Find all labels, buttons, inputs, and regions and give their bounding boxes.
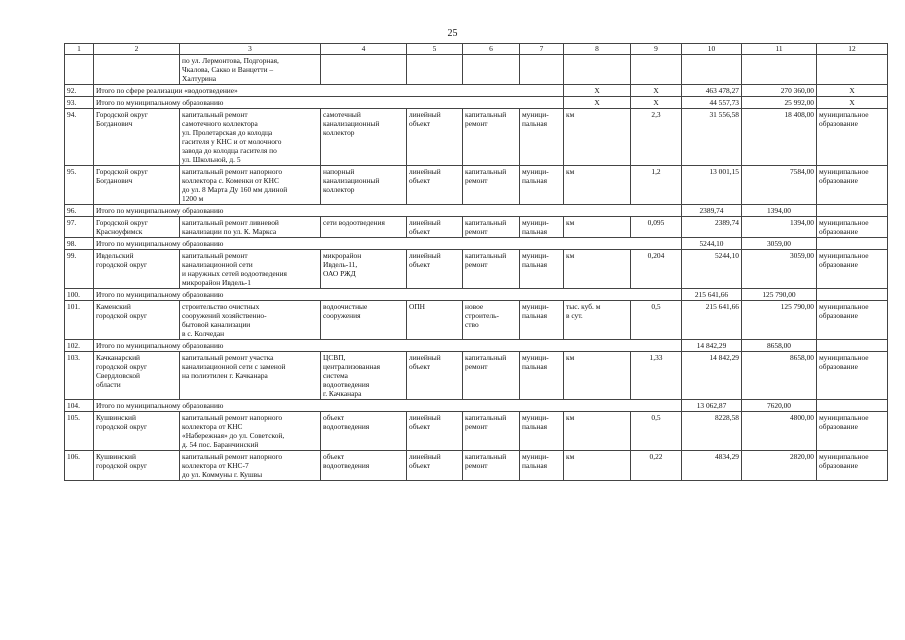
header-cell: 3: [180, 44, 321, 55]
total-label: Итого по муниципальному образованию: [94, 238, 682, 250]
municipality-name: Городской округ Богданович: [94, 109, 180, 166]
header-cell: 6: [463, 44, 520, 55]
subsidy-amount: 25 992,00: [742, 97, 817, 109]
ownership: муници- пальная: [520, 166, 564, 205]
row-number: 97.: [65, 217, 94, 238]
total-cost: 215 641,66: [682, 301, 742, 340]
table-cell: Х: [817, 85, 888, 97]
capacity-value: 0,22: [631, 451, 682, 481]
total-cost: 8228,58: [682, 412, 742, 451]
unit: км: [564, 352, 631, 400]
table-cell: Х: [564, 85, 631, 97]
capacity-value: 1,33: [631, 352, 682, 400]
object-type: линейный объект: [407, 109, 463, 166]
total-cost: 2389,74: [682, 217, 742, 238]
unit: км: [564, 451, 631, 481]
work-description: капитальный ремонт напорного коллектора с. Коменки от КНС до ул. 8 Марта Ду 160 мм длиной 1200 м: [180, 166, 321, 205]
municipality-name: Каменский городской округ: [94, 301, 180, 340]
total-cost: 463 478,27: [682, 85, 742, 97]
ownership: муници- пальная: [520, 217, 564, 238]
unit: км: [564, 109, 631, 166]
total-cost: 44 557,73: [682, 97, 742, 109]
recipient: муниципальное образование: [817, 109, 888, 166]
recipient: муниципальное образование: [817, 301, 888, 340]
header-cell: 11: [742, 44, 817, 55]
work-description: капитальный ремонт напорного коллектора от КНС «Набережная» до ул. Советской, д. 54 пос. Баранчинский: [180, 412, 321, 451]
unit: км: [564, 250, 631, 289]
ownership: муници- пальная: [520, 451, 564, 481]
table-row: [65, 97, 888, 109]
total-label: Итого по сфере реализации «водоотведение»: [94, 85, 564, 97]
table-row: [65, 340, 888, 352]
row-number: 93.: [65, 97, 94, 109]
municipality-name: Городской округ Богданович: [94, 166, 180, 205]
object-name: напорный канализационный коллектор: [321, 166, 407, 205]
recipient: муниципальное образование: [817, 250, 888, 289]
work-type: капитальный ремонт: [463, 250, 520, 289]
row-number: 106.: [65, 451, 94, 481]
object-type: линейный объект: [407, 412, 463, 451]
municipality-name: Ивдельский городской округ: [94, 250, 180, 289]
object-name: ЦСВП, централизованная система водоотведения г. Качканара: [321, 352, 407, 400]
municipality-name: Кушвинский городской округ: [94, 412, 180, 451]
capacity-value: 0,204: [631, 250, 682, 289]
header-cell: 8: [564, 44, 631, 55]
table-cell: Х: [631, 85, 682, 97]
object-name: объект водоотведения: [321, 412, 407, 451]
subsidy-amount: 8658,00: [742, 340, 817, 352]
total-label: Итого по муниципальному образованию: [94, 289, 682, 301]
work-type: капитальный ремонт: [463, 352, 520, 400]
table-row: [65, 217, 888, 238]
capacity-value: 1,2: [631, 166, 682, 205]
recipient: муниципальное образование: [817, 352, 888, 400]
subsidy-amount: 7620,00: [742, 400, 817, 412]
subsidy-amount: 3059,00: [742, 238, 817, 250]
table-row: [65, 109, 888, 166]
header-cell: 9: [631, 44, 682, 55]
table-cell: [817, 205, 888, 217]
table-row: [65, 400, 888, 412]
row-number: 104.: [65, 400, 94, 412]
ownership: муници- пальная: [520, 412, 564, 451]
row-number: 98.: [65, 238, 94, 250]
capacity-value: 0,5: [631, 301, 682, 340]
recipient: муниципальное образование: [817, 451, 888, 481]
header-cell: 10: [682, 44, 742, 55]
row-number: 101.: [65, 301, 94, 340]
unit: тыс. куб. м в сут.: [564, 301, 631, 340]
page-number: 25: [447, 28, 458, 39]
work-description: капитальный ремонт самотечного коллектора ул. Пролетарская до колодца гасителя у КНС и от молочного завода до колодца гасителя по ул. Школьной, д. 5: [180, 109, 321, 166]
table-cell: [631, 55, 682, 85]
object-name: микрорайон Ивдель-11, ОАО РЖД: [321, 250, 407, 289]
table-cell: Х: [817, 97, 888, 109]
data-table: [64, 43, 888, 481]
work-type: капитальный ремонт: [463, 217, 520, 238]
work-description: капитальный ремонт ливневой канализации по ул. К. Маркса: [180, 217, 321, 238]
capacity-value: 2,3: [631, 109, 682, 166]
table-cell: [742, 55, 817, 85]
table-cell: Х: [564, 97, 631, 109]
header-cell: 7: [520, 44, 564, 55]
ownership: муници- пальная: [520, 301, 564, 340]
ownership: муници- пальная: [520, 109, 564, 166]
total-label: Итого по муниципальному образованию: [94, 97, 564, 109]
capacity-value: 0,5: [631, 412, 682, 451]
total-cost: 14 842,29: [682, 340, 742, 352]
table-row: [65, 238, 888, 250]
table-cell: [463, 55, 520, 85]
work-description: по ул. Лермонтова, Подгорная, Чкалова, Сакко и Ванцетти – Халтурина: [180, 55, 321, 85]
total-label: Итого по муниципальному образованию: [94, 340, 682, 352]
header-cell: 1: [65, 44, 94, 55]
municipality-name: Качканарский городской округ Свердловской области: [94, 352, 180, 400]
recipient: муниципальное образование: [817, 166, 888, 205]
subsidy-amount: 18 408,00: [742, 109, 817, 166]
capacity-value: 0,095: [631, 217, 682, 238]
work-type: капитальный ремонт: [463, 109, 520, 166]
total-cost: 13 062,87: [682, 400, 742, 412]
subsidy-amount: 8658,00: [742, 352, 817, 400]
ownership: муници- пальная: [520, 352, 564, 400]
object-type: линейный объект: [407, 352, 463, 400]
recipient: муниципальное образование: [817, 217, 888, 238]
table-cell: [520, 55, 564, 85]
table-row: [65, 55, 888, 85]
subsidy-amount: 125 790,00: [742, 301, 817, 340]
subsidy-amount: 1394,00: [742, 205, 817, 217]
work-description: капитальный ремонт напорного коллектора от КНС-7 до ул. Коммуны г. Кушвы: [180, 451, 321, 481]
work-type: новое строитель- ство: [463, 301, 520, 340]
table-row: [65, 301, 888, 340]
ownership: муници- пальная: [520, 250, 564, 289]
subsidy-amount: 3059,00: [742, 250, 817, 289]
object-type: линейный объект: [407, 217, 463, 238]
subsidy-amount: 125 790,00: [742, 289, 817, 301]
table-row: [65, 451, 888, 481]
table-row: [65, 289, 888, 301]
table-cell: [321, 55, 407, 85]
work-description: капитальный ремонт участка канализационной сети с заменой на полиэтилен г. Качканара: [180, 352, 321, 400]
table-cell: [817, 340, 888, 352]
municipality-name: Кушвинский городской округ: [94, 451, 180, 481]
table-row: [65, 412, 888, 451]
table-row: [65, 205, 888, 217]
total-cost: 4834,29: [682, 451, 742, 481]
header-row: [65, 44, 888, 55]
total-cost: 2389,74: [682, 205, 742, 217]
object-name: самотечный канализационный коллектор: [321, 109, 407, 166]
table-cell: [65, 55, 94, 85]
header-cell: 2: [94, 44, 180, 55]
unit: км: [564, 412, 631, 451]
total-cost: 5244,10: [682, 238, 742, 250]
municipality-name: Городской округ Красноуфимск: [94, 217, 180, 238]
table-cell: [817, 400, 888, 412]
total-label: Итого по муниципальному образованию: [94, 400, 682, 412]
header-cell: 12: [817, 44, 888, 55]
table-row: [65, 166, 888, 205]
table-cell: [817, 289, 888, 301]
total-cost: 31 556,58: [682, 109, 742, 166]
row-number: 100.: [65, 289, 94, 301]
work-description: капитальный ремонт канализационной сети и наружных сетей водоотведения микрорайон Ивдель-1: [180, 250, 321, 289]
header-cell: 4: [321, 44, 407, 55]
table-cell: [817, 238, 888, 250]
object-type: линейный объект: [407, 451, 463, 481]
unit: км: [564, 217, 631, 238]
row-number: 99.: [65, 250, 94, 289]
object-type: линейный объект: [407, 250, 463, 289]
work-type: капитальный ремонт: [463, 166, 520, 205]
total-cost: 215 641,66: [682, 289, 742, 301]
table-cell: [564, 55, 631, 85]
recipient: муниципальное образование: [817, 412, 888, 451]
table-cell: Х: [631, 97, 682, 109]
object-name: сети водоотведения: [321, 217, 407, 238]
total-label: Итого по муниципальному образованию: [94, 205, 682, 217]
object-name: объект водоотведения: [321, 451, 407, 481]
row-number: 105.: [65, 412, 94, 451]
row-number: 96.: [65, 205, 94, 217]
subsidy-amount: 1394,00: [742, 217, 817, 238]
row-number: 102.: [65, 340, 94, 352]
object-type: линейный объект: [407, 166, 463, 205]
table-row: [65, 250, 888, 289]
row-number: 103.: [65, 352, 94, 400]
table-row: [65, 85, 888, 97]
table-cell: [407, 55, 463, 85]
unit: км: [564, 166, 631, 205]
object-type: ОПН: [407, 301, 463, 340]
work-type: капитальный ремонт: [463, 412, 520, 451]
table-cell: [817, 55, 888, 85]
total-cost: 5244,10: [682, 250, 742, 289]
total-cost: 13 001,15: [682, 166, 742, 205]
row-number: 94.: [65, 109, 94, 166]
subsidy-amount: 2820,00: [742, 451, 817, 481]
work-description: строительство очистных сооружений хозяйственно- бытовой канализации в с. Колчедан: [180, 301, 321, 340]
table-cell: [682, 55, 742, 85]
table-row: [65, 352, 888, 400]
subsidy-amount: 270 360,00: [742, 85, 817, 97]
subsidy-amount: 4800,00: [742, 412, 817, 451]
header-cell: 5: [407, 44, 463, 55]
subsidy-amount: 7584,00: [742, 166, 817, 205]
total-cost: 14 842,29: [682, 352, 742, 400]
table-cell: [94, 55, 180, 85]
work-type: капитальный ремонт: [463, 451, 520, 481]
row-number: 95.: [65, 166, 94, 205]
row-number: 92.: [65, 85, 94, 97]
object-name: водоочистные сооружения: [321, 301, 407, 340]
